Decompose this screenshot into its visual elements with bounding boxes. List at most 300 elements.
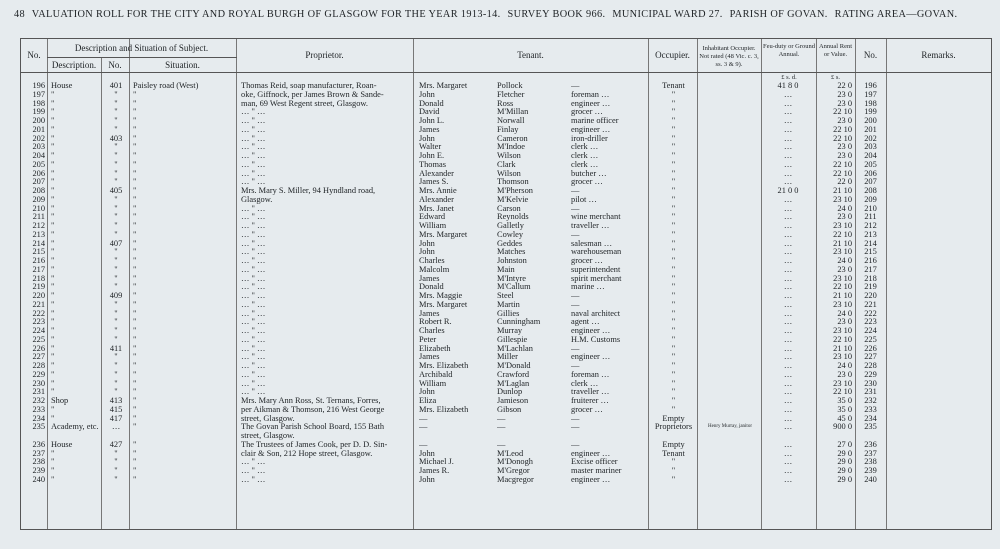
row-description: ": [51, 178, 55, 187]
row-no: 200: [32, 117, 45, 125]
row-annual-value: 29 0: [837, 475, 852, 484]
row-tenant-first: Mrs. Maggie: [419, 292, 463, 300]
row-no: 203: [32, 143, 45, 152]
row-feu-duty: …: [783, 362, 793, 370]
row-annual-value: 900 0: [833, 423, 852, 432]
col-situation: Situation.: [165, 60, 200, 70]
row-description: ": [51, 169, 55, 178]
row-occupation: wine merchant: [571, 213, 621, 222]
row-tenant-first: Charles: [419, 327, 445, 335]
row-occupation: clerk …: [571, 143, 599, 152]
table-row: [21, 423, 991, 432]
row-tenant-first: Michael J.: [419, 458, 454, 467]
row-number: 403: [109, 134, 123, 143]
row-occupier: ": [671, 187, 676, 195]
row-description: ": [51, 239, 55, 248]
table-row: [21, 432, 991, 441]
table-row: [21, 143, 991, 152]
row-description: ": [51, 292, 55, 300]
row-description: ": [51, 449, 55, 458]
row-number: ": [114, 274, 118, 283]
row-occupier: ": [671, 204, 676, 213]
row-situation: ": [133, 99, 137, 108]
row-proprietor: … " …: [241, 362, 266, 370]
row-feu-duty: …: [783, 222, 793, 230]
row-proprietor: Glasgow.: [241, 195, 273, 204]
row-number: ": [114, 458, 118, 467]
row-annual-value: 23 10: [833, 300, 852, 309]
row-number: ": [114, 108, 118, 117]
row-occupier: ": [671, 397, 676, 405]
row-occupation: —: [571, 362, 580, 370]
row-situation: ": [133, 335, 137, 344]
row-number: ": [114, 335, 118, 344]
table-row: [21, 248, 991, 257]
row-no-right: 224: [864, 327, 877, 335]
row-feu-duty: …: [783, 169, 793, 178]
row-description: ": [51, 108, 55, 117]
row-situation: ": [133, 397, 137, 405]
row-tenant-surname: M'Laglan: [497, 379, 530, 388]
row-no-right: 209: [864, 195, 877, 204]
row-description: ": [51, 160, 55, 169]
row-number: ": [114, 99, 118, 108]
row-no: 204: [32, 152, 45, 160]
row-occupation: clerk …: [571, 160, 599, 169]
row-situation: ": [133, 300, 137, 309]
row-no-right: 237: [864, 449, 877, 458]
row-annual-value: 23 0: [837, 143, 852, 152]
row-occupation: —: [571, 187, 580, 195]
row-annual-value: 23 10: [833, 379, 852, 388]
row-feu-duty: …: [783, 195, 793, 204]
row-no-right: 218: [864, 274, 877, 283]
row-number: 415: [109, 405, 123, 414]
row-tenant-first: John: [419, 134, 435, 143]
col-desc-group: Description and Situation of Subject.: [74, 43, 209, 53]
row-no-right: 223: [864, 318, 877, 327]
row-number: ": [114, 125, 118, 134]
row-no: 211: [32, 213, 45, 222]
row-no: 209: [32, 195, 45, 204]
row-no: 230: [32, 379, 45, 388]
row-description: ": [51, 152, 55, 160]
row-feu-duty: …: [783, 309, 793, 318]
row-occupier: ": [671, 335, 676, 344]
row-occupation: warehouseman: [571, 248, 622, 257]
row-occupier: Tenant: [662, 449, 685, 458]
row-no-right: 213: [864, 230, 877, 239]
row-no: 210: [32, 204, 45, 213]
row-number: ": [114, 379, 118, 388]
row-number: ": [114, 169, 118, 178]
row-no-right: 239: [864, 467, 877, 475]
row-tenant-first: Mrs. Margaret: [419, 300, 468, 309]
table-row: [21, 205, 991, 214]
row-feu-duty: …: [783, 344, 793, 353]
row-occupation: —: [571, 414, 580, 423]
row-no: 231: [32, 388, 45, 397]
row-proprietor: … " …: [241, 248, 266, 257]
row-feu-duty: …: [783, 152, 793, 160]
row-no-right: 207: [864, 178, 877, 187]
row-no-right: 227: [864, 353, 877, 362]
col-remarks: Remarks.: [921, 50, 956, 60]
table-row: [21, 240, 991, 249]
row-no: 208: [32, 187, 45, 195]
row-situation: ": [133, 265, 137, 274]
row-no-right: 199: [864, 108, 877, 117]
row-number: ": [114, 318, 118, 327]
table-row: [21, 257, 991, 266]
row-number: ": [114, 362, 118, 370]
row-no: 201: [32, 125, 45, 134]
row-description: ": [51, 405, 55, 414]
row-situation: Paisley road (West): [133, 82, 199, 90]
row-description: ": [51, 117, 55, 125]
row-tenant-first: John: [419, 388, 435, 397]
row-tenant-first: Eliza: [419, 397, 437, 405]
row-description: ": [51, 265, 55, 274]
row-occupier: Tenant: [662, 82, 685, 90]
row-occupation: grocer …: [571, 405, 603, 414]
row-tenant-first: Mrs. Margaret: [419, 230, 468, 239]
row-occupier: ": [671, 222, 676, 230]
row-occupier: ": [671, 292, 676, 300]
row-feu-duty: …: [783, 379, 793, 388]
row-tenant-surname: Galletly: [497, 222, 524, 230]
table-row: [21, 178, 991, 187]
row-number: 417: [109, 414, 123, 423]
row-no: 198: [32, 99, 45, 108]
row-tenant-first: Thomas: [419, 160, 446, 169]
row-occupation: agent …: [571, 318, 600, 327]
row-occupation: —: [571, 344, 580, 353]
row-tenant-first: Robert R.: [419, 318, 452, 327]
row-proprietor: … " …: [241, 300, 266, 309]
row-no-right: 206: [864, 169, 877, 178]
row-situation: ": [133, 283, 137, 292]
row-occupier: Empty: [662, 440, 685, 449]
row-feu-duty: …: [783, 467, 793, 475]
row-tenant-surname: —: [497, 440, 506, 449]
row-situation: ": [133, 309, 137, 318]
row-no: 236: [32, 440, 45, 449]
row-annual-value: 23 10: [833, 195, 852, 204]
col-no-right: No.: [863, 50, 878, 60]
table-row: [21, 231, 991, 240]
row-tenant-surname: Miller: [497, 353, 518, 362]
roll-title: VALUATION ROLL FOR THE CITY AND ROYAL BURGH OF GLASGOW FOR THE YEAR 1913-14.: [31, 9, 501, 20]
row-occupation: —: [571, 204, 580, 213]
row-tenant-surname: Gibson: [497, 405, 522, 414]
row-annual-value: 29 0: [837, 467, 852, 475]
row-tenant-first: —: [419, 440, 428, 449]
row-occupier: ": [671, 388, 676, 397]
row-feu-duty: …: [783, 300, 793, 309]
row-no: 228: [32, 362, 45, 370]
row-tenant-first: James: [419, 125, 440, 134]
row-occupation: grocer …: [571, 257, 603, 265]
row-no: 237: [32, 449, 45, 458]
row-annual-value: 23 0: [837, 318, 852, 327]
row-no-right: 214: [864, 239, 877, 248]
table-row: [21, 441, 991, 450]
row-tenant-surname: —: [497, 414, 506, 423]
row-tenant-surname: Wilson: [497, 169, 521, 178]
row-description: ": [51, 300, 55, 309]
row-description: ": [51, 467, 55, 475]
row-situation: ": [133, 222, 137, 230]
row-annual-value: 23 0: [837, 265, 852, 274]
row-description: ": [51, 195, 55, 204]
row-annual-value: 22 10: [833, 388, 852, 397]
row-no: 223: [32, 318, 45, 327]
row-tenant-surname: Reynolds: [497, 213, 529, 222]
row-annual-value: 23 10: [833, 353, 852, 362]
table-row: [21, 135, 991, 144]
row-occupation: iron-driller: [571, 134, 608, 143]
row-number: ": [114, 230, 118, 239]
table-row: [21, 362, 991, 371]
row-no-right: 222: [864, 309, 877, 318]
row-no-right: 205: [864, 160, 877, 169]
row-no-right: 220: [864, 292, 877, 300]
row-occupier: ": [671, 99, 676, 108]
row-tenant-first: —: [419, 423, 428, 432]
table-row: [21, 196, 991, 205]
table-row: [21, 406, 991, 415]
row-no: 229: [32, 370, 45, 379]
row-feu-duty: …: [783, 178, 793, 187]
row-occupier: Empty: [662, 414, 685, 423]
row-number: ": [114, 160, 118, 169]
row-no-right: 215: [864, 248, 877, 257]
row-situation: ": [133, 169, 137, 178]
row-tenant-surname: Dunlop: [497, 388, 523, 397]
row-no: 226: [32, 344, 45, 353]
row-occupation: engineer …: [571, 125, 611, 134]
row-annual-value: 22 10: [833, 169, 852, 178]
row-tenant-first: John: [419, 90, 435, 99]
row-no-right: 198: [864, 99, 877, 108]
row-no: 207: [32, 178, 45, 187]
row-occupation: —: [571, 300, 580, 309]
row-feu-duty: …: [783, 108, 793, 117]
row-occupier: ": [671, 169, 676, 178]
row-tenant-surname: M'Indoe: [497, 143, 526, 152]
row-occupation: pilot …: [571, 195, 597, 204]
row-annual-value: 22 10: [833, 335, 852, 344]
row-no: 238: [32, 458, 45, 467]
row-description: ": [51, 134, 55, 143]
feu-units: £ s. d.: [781, 74, 797, 81]
row-tenant-surname: Main: [497, 265, 515, 274]
row-situation: ": [133, 440, 137, 449]
row-proprietor: … " …: [241, 318, 266, 327]
row-tenant-surname: M'Leod: [497, 449, 524, 458]
row-tenant-first: Alexander: [419, 169, 454, 178]
row-tenant-first: Mrs. Annie: [419, 187, 457, 195]
row-tenant-first: John: [419, 475, 435, 484]
row-occupier: ": [671, 274, 676, 283]
table-row: [21, 275, 991, 284]
col-inhabitant: Inhabitant Occupier. Not rated (48 Vic. c. 3, ss. 3 & 9).: [699, 45, 759, 68]
row-situation: ": [133, 318, 137, 327]
row-annual-value: 21 10: [833, 292, 852, 300]
row-tenant-surname: Pollock: [497, 82, 523, 90]
row-proprietor: … " …: [241, 335, 266, 344]
row-number: ": [114, 178, 118, 187]
row-occupation: engineer …: [571, 99, 611, 108]
row-tenant-first: David: [419, 108, 440, 117]
row-occupation: —: [571, 82, 580, 90]
row-tenant-surname: Geddes: [497, 239, 523, 248]
row-no-right: 203: [864, 143, 877, 152]
row-tenant-surname: Thomson: [497, 178, 529, 187]
row-occupier: ": [671, 265, 676, 274]
row-occupier: ": [671, 458, 676, 467]
survey-book: SURVEY BOOK 966.: [507, 9, 606, 20]
row-annual-value: 22 10: [833, 283, 852, 292]
row-no-right: 212: [864, 222, 877, 230]
row-situation: ": [133, 362, 137, 370]
row-tenant-surname: Finlay: [497, 125, 519, 134]
page-number: 48: [14, 9, 25, 20]
row-no-right: 216: [864, 257, 877, 265]
row-feu-duty: …: [783, 257, 793, 265]
row-occupation: H.M. Customs: [571, 335, 621, 344]
row-number: 407: [109, 239, 123, 248]
row-description: ": [51, 230, 55, 239]
row-tenant-surname: M'Millan: [497, 108, 529, 117]
row-description: ": [51, 143, 55, 152]
row-tenant-surname: Murray: [497, 327, 523, 335]
row-proprietor: Mrs. Mary S. Miller, 94 Hyndland road,: [241, 187, 376, 195]
row-tenant-surname: Steel: [497, 292, 514, 300]
row-no-right: 208: [864, 187, 877, 195]
row-proprietor: clair & Son, 212 Hope street, Glasgow.: [241, 449, 373, 458]
row-description: ": [51, 283, 55, 292]
row-proprietor: street, Glasgow.: [241, 414, 295, 423]
row-proprietor: … " …: [241, 213, 266, 222]
row-tenant-surname: Crawford: [497, 370, 530, 379]
row-annual-value: 23 10: [833, 222, 852, 230]
col-feu-duty: Feu-duty or Ground Annual.: [763, 43, 815, 58]
row-description: ": [51, 475, 55, 484]
table-row: [21, 310, 991, 319]
row-occupation: marine …: [571, 283, 605, 292]
row-annual-value: 29 0: [837, 449, 852, 458]
row-proprietor: The Govan Parish School Board, 155 Bath: [241, 423, 385, 432]
row-occupier: ": [671, 379, 676, 388]
row-tenant-surname: Fletcher: [497, 90, 525, 99]
row-tenant-surname: Clark: [497, 160, 516, 169]
row-tenant-first: James: [419, 274, 440, 283]
row-no: 224: [32, 327, 45, 335]
row-description: ": [51, 458, 55, 467]
row-no: 233: [32, 405, 45, 414]
row-number: …: [111, 423, 121, 432]
table-row: [21, 222, 991, 231]
row-situation: ": [133, 117, 137, 125]
row-number: ": [114, 475, 118, 484]
row-proprietor: … " …: [241, 230, 266, 239]
row-situation: ": [133, 160, 137, 169]
row-description: ": [51, 248, 55, 257]
row-occupier: ": [671, 362, 676, 370]
row-no-right: 200: [864, 117, 877, 125]
row-occupier: ": [671, 178, 676, 187]
row-description: ": [51, 309, 55, 318]
table-row: [21, 380, 991, 389]
row-no-right: 197: [864, 90, 877, 99]
row-no-right: 238: [864, 458, 877, 467]
row-occupation: engineer …: [571, 449, 611, 458]
row-annual-value: 22 10: [833, 108, 852, 117]
row-tenant-surname: —: [497, 423, 506, 432]
row-proprietor: Mrs. Mary Ann Ross, St. Ternans, Forres,: [241, 397, 381, 405]
row-occupation: fruiterer …: [571, 397, 609, 405]
row-no: 213: [32, 230, 45, 239]
row-tenant-first: John: [419, 239, 435, 248]
row-proprietor: man, 69 West Regent street, Glasgow.: [241, 99, 369, 108]
row-situation: ": [133, 274, 137, 283]
row-feu-duty: 21 0 0: [777, 187, 799, 195]
row-number: ": [114, 283, 118, 292]
col-proprietor: Proprietor.: [305, 50, 344, 60]
row-proprietor: … " …: [241, 327, 266, 335]
row-proprietor: per Aikman & Thomson, 216 West George: [241, 405, 385, 414]
row-no: 216: [32, 257, 45, 265]
row-occupation: grocer …: [571, 178, 603, 187]
row-annual-value: 23 10: [833, 274, 852, 283]
row-no-right: 230: [864, 379, 877, 388]
row-description: ": [51, 414, 55, 423]
row-feu-duty: …: [783, 405, 793, 414]
row-no-right: 196: [864, 82, 877, 90]
row-annual-value: 22 10: [833, 230, 852, 239]
row-tenant-first: Peter: [419, 335, 437, 344]
row-tenant-first: John E.: [419, 152, 445, 160]
row-number: ": [114, 309, 118, 318]
row-tenant-first: Mrs. Janet: [419, 204, 454, 213]
row-proprietor: … " …: [241, 388, 266, 397]
row-proprietor: … " …: [241, 143, 266, 152]
row-situation: ": [133, 134, 137, 143]
row-description: ": [51, 335, 55, 344]
row-annual-value: 24 0: [837, 362, 852, 370]
row-description: ": [51, 370, 55, 379]
row-occupier: ": [671, 300, 676, 309]
row-proprietor: … " …: [241, 467, 266, 475]
row-no: 222: [32, 309, 45, 318]
row-proprietor: … " …: [241, 292, 266, 300]
row-occupation: naval architect: [571, 309, 621, 318]
row-annual-value: 21 10: [833, 187, 852, 195]
row-feu-duty: …: [783, 248, 793, 257]
row-proprietor: … " …: [241, 309, 266, 318]
row-occupier: ": [671, 117, 676, 125]
row-occupier: ": [671, 230, 676, 239]
row-occupier: ": [671, 257, 676, 265]
row-no: 196: [32, 82, 45, 90]
row-occupier: ": [671, 160, 676, 169]
row-tenant-first: —: [419, 414, 428, 423]
row-situation: ": [133, 90, 137, 99]
row-no: 232: [32, 397, 45, 405]
row-feu-duty: …: [783, 160, 793, 169]
